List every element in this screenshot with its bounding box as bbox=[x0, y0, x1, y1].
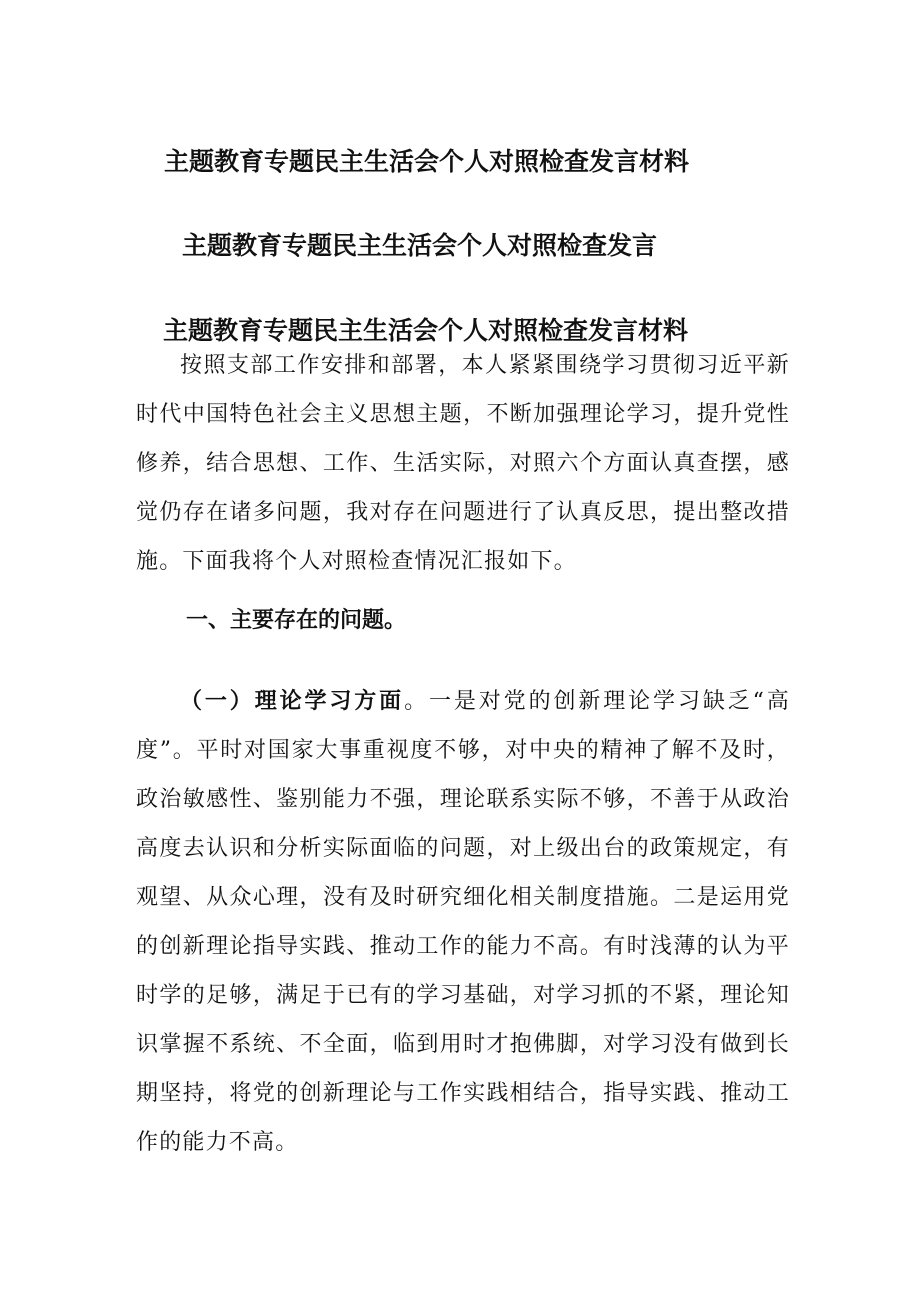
document-title-line-2: 主题教育专题民主生活会个人对照检查发言 bbox=[182, 231, 658, 260]
section-heading: 一、主要存在的问题。 bbox=[186, 608, 407, 633]
theory-study-paragraph bbox=[136, 677, 790, 1167]
document-title-line-1: 主题教育专题民主生活会个人对照检查发言材料 bbox=[164, 147, 690, 176]
intro-paragraph: 按照支部工作安排和部署，本人紧紧围绕学习贯彻习近平新时代中国特色社会主义思想主题，不断加强理论学习，提升党性修养，结合思想、工作、生活实际，对照六个方面认真查摆，感觉仍存在诸多问题，我对存在问题进行了认真反思，提出整改措施。下面我将个人对照检查情况汇报如下。 bbox=[136, 353, 790, 574]
document-title-line-3: 主题教育专题民主生活会个人对照检查发言材料 bbox=[163, 316, 689, 345]
subsection-text: 。一是对党的创新理论学习缺乏“高度”。平时对国家大事重视度不够，对中央的精神了解不及时，政治敏感性、鉴别能力不强，理论联系实际不够，不善于从政治高度去认识和分析实际面临的问题，对上级出台的政策规定，有观望、从众心理，没有及时研究细化相关制度措施。二是运用党的创新理论指导实践、推动工作的能力不高。有时浅薄的认为平时学的足够，满足于已有的学习基础，对学习抓的不紧，理论知识掌握不系统、不全面，临到用时才抱佛脚，对学习没有做到长期坚持，将党的创新理论与工作实践相结合，指导实践、推动工作的能力不高。 bbox=[136, 689, 790, 1155]
subsection-label: （一）理论学习方面 bbox=[180, 688, 405, 714]
